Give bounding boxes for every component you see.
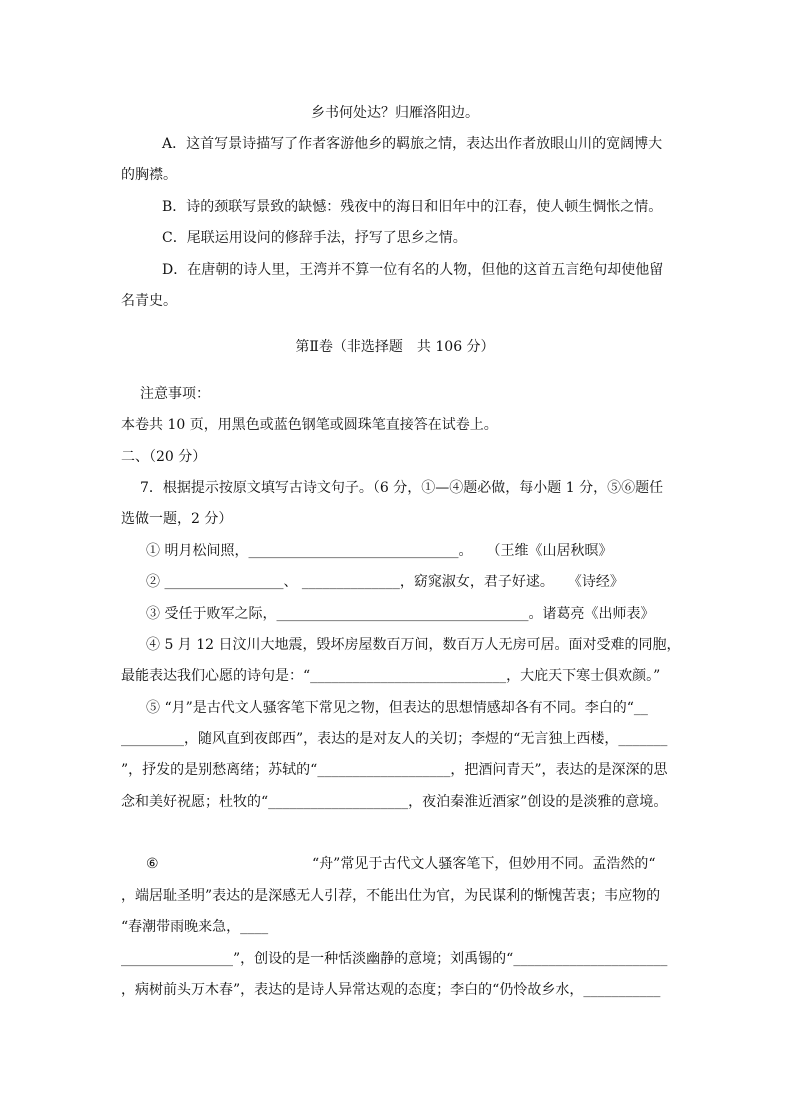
item-6-number: ⑥	[146, 856, 159, 872]
item-5-cont-2: ”，抒发的是别愁离绪；苏轼的“___________________，把酒问青天”，表达的是深深的思	[121, 762, 668, 778]
item-6-cont-4: ，病树前头万木春”，表达的是诗人异常达观的态度；李白的“仍怜故乡水，___________	[121, 982, 661, 998]
option-a-cont: 的胸襟。	[121, 167, 177, 183]
option-a: A．这首写景诗描写了作者客游他乡的羁旅之情，表达出作者放眼山川的宽阔博大	[162, 136, 663, 152]
notice-text: 本卷共 10 页，用黑色或蓝色钢笔或圆珠笔直接答在试卷上。	[121, 417, 498, 433]
item-5-cont-3: 念和美好祝愿；杜牧的“____________________，夜泊秦淮近酒家”创设的是淡雅的意境。	[121, 794, 668, 810]
option-c: C．尾联运用设问的修辞手法，抒写了思乡之情。	[162, 230, 467, 246]
item-6: “舟”常见于古代文人骚客笔下，但妙用不同。孟浩然的“	[312, 856, 656, 872]
item-4: ④ 5 月 12 日汶川大地震，毁坏房屋数百万间，数百万人无房可居。面对受难的同胞，	[146, 637, 681, 653]
item-6-cont-2: “春潮带雨晚来急，____	[121, 919, 269, 935]
poem-closing-line: 乡书何处达？归雁洛阳边。	[311, 105, 479, 121]
notice-heading: 注意事项：	[140, 386, 210, 402]
option-d-cont: 名青史。	[121, 293, 177, 309]
question-7-cont: 选做一题，2 分）	[121, 511, 233, 527]
part-two-heading: 二、（20 分）	[121, 449, 207, 465]
item-1: ① 明月松间照，______________________________。 （王维《山居秋暝》	[146, 543, 613, 559]
item-5-cont-1: _________，随风直到夜郎西”，表达的是对友人的关切；李煜的“无言独上西楼，_______	[121, 731, 668, 747]
item-4-cont: 最能表达我们心愿的诗句是：“____________________________，大庇天下寒士俱欢颜。”	[121, 668, 661, 684]
item-3: ③ 受任于败军之际，____________________________________。诸葛亮《出师表》	[146, 606, 655, 622]
item-6-cont-3: ________________”，创设的是一种恬淡幽静的意境；刘禹锡的“______________________	[121, 951, 668, 967]
item-6-cont-1: ，端居耻圣明”表达的是深感无人引荐，不能出仕为官，为民谋利的惭愧苦衷；韦应物的	[121, 888, 661, 904]
item-5: ⑤ “月”是古代文人骚客笔下常见之物，但表达的思想情感却各有不同。李白的“__	[146, 700, 648, 716]
question-7: 7．根据提示按原文填写古诗文句子。（6 分，①—④题必做，每小题 1 分，⑤⑥题任	[140, 480, 664, 496]
item-2: ② _________________、 ______________，窈窕淑女，君子好逑。 《诗经》	[146, 574, 624, 590]
option-b: B．诗的颈联写景致的缺憾：残夜中的海日和旧年中的江春，使人顿生惆怅之情。	[162, 199, 663, 215]
option-d: D．在唐朝的诗人里，王湾并不算一位有名的人物，但他的这首五言绝句却使他留	[162, 262, 664, 278]
section-title: 第Ⅱ卷（非选择题 共 106 分）	[295, 339, 495, 355]
